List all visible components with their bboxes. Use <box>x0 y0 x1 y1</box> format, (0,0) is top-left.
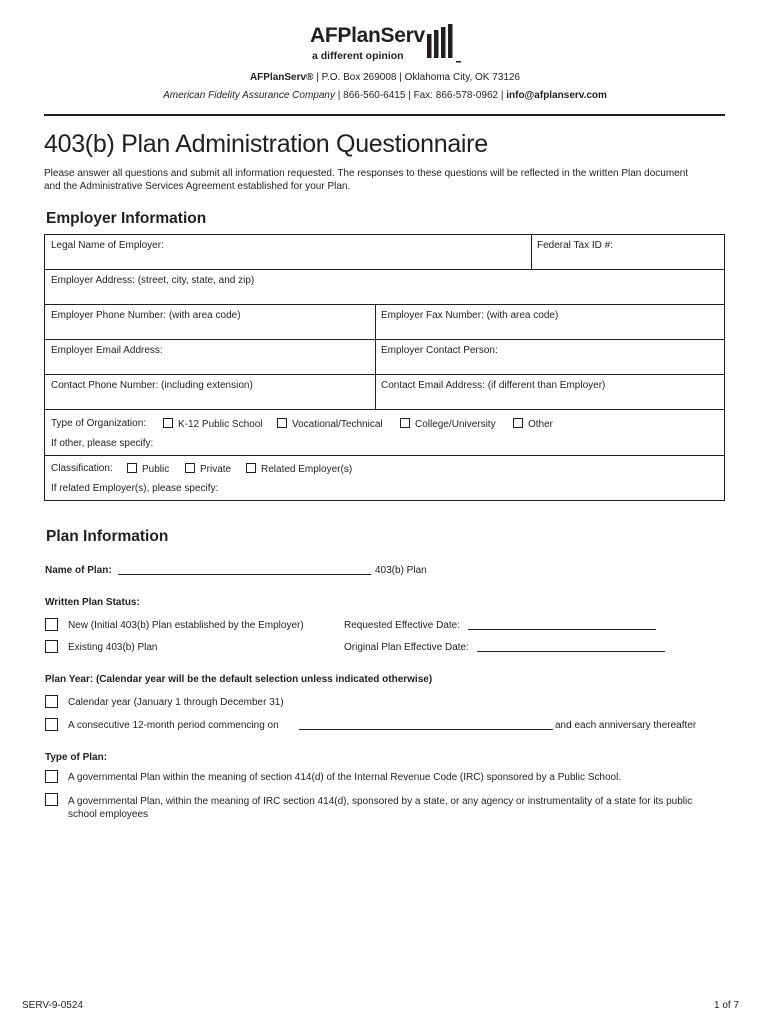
checkbox-icon[interactable] <box>513 418 523 428</box>
plan-year-heading: Plan Year: (Calendar year will be the default selection unless indicated otherwise) <box>45 674 433 685</box>
phone-field[interactable]: Employer Phone Number: (with area code) <box>51 310 241 321</box>
checkbox-icon[interactable] <box>277 418 287 428</box>
cell-divider <box>375 340 376 374</box>
address-field[interactable]: Employer Address: (street, city, state, and zip) <box>51 275 255 286</box>
year-consecutive-checkbox[interactable] <box>45 718 58 731</box>
employer-row-2 <box>44 269 725 305</box>
year-calendar-checkbox[interactable] <box>45 695 58 708</box>
org-type-label: Type of Organization: <box>51 418 147 429</box>
year-start-input[interactable] <box>299 729 553 730</box>
address-line-1: AFPlanServ® | P.O. Box 269008 | Oklahoma City, OK 73126 <box>249 72 521 83</box>
logo-bars-icon <box>426 24 462 64</box>
classification-label: Classification: <box>51 463 113 474</box>
plan-type-heading: Type of Plan: <box>45 752 108 763</box>
checkbox-icon[interactable] <box>246 463 256 473</box>
page-number: 1 of 7 <box>714 1000 740 1011</box>
plan-name-input[interactable] <box>118 574 371 575</box>
checkbox-icon[interactable] <box>400 418 410 428</box>
type-option-2-label: A governmental Plan, within the meaning of IRC section 414(d), sponsored by a state, or any agency or instrumentality of a state for its public school employees <box>68 796 693 820</box>
address-line-2: American Fidelity Assurance Company | 866-560-6415 | Fax: 866-578-0962 | info@afplanserv.com <box>163 90 607 101</box>
other-specify-field[interactable]: If other, please specify: <box>51 438 154 449</box>
status-existing-label: Existing 403(b) Plan <box>68 642 158 653</box>
employer-row-5 <box>44 374 725 410</box>
year-consecutive-label: A consecutive 12-month period commencing on <box>68 720 279 731</box>
email-field[interactable]: Employer Email Address: <box>51 345 163 356</box>
employer-heading: Employer Information <box>46 210 207 227</box>
cell-divider <box>375 305 376 339</box>
employer-row-3 <box>44 304 725 340</box>
logo-name: AFPlanServ <box>310 24 425 47</box>
original-date-input[interactable] <box>477 651 665 652</box>
year-anniversary-label: and each anniversary thereafter <box>555 720 697 731</box>
checkbox-icon[interactable] <box>185 463 195 473</box>
contact-email-field[interactable]: Contact Email Address: (if different than Employer) <box>381 380 606 391</box>
type-option-1-checkbox[interactable] <box>45 770 58 783</box>
class-option-related[interactable]: Related Employer(s) <box>246 463 352 475</box>
requested-date-label: Requested Effective Date: <box>344 620 460 631</box>
checkbox-icon[interactable] <box>127 463 137 473</box>
org-option-college[interactable]: College/University <box>400 418 496 430</box>
header-divider <box>44 114 725 116</box>
contact-email-link[interactable]: info@afplanserv.com <box>506 90 607 101</box>
status-new-checkbox[interactable] <box>45 618 58 631</box>
plan-heading: Plan Information <box>46 528 169 545</box>
intro-text: Please answer all questions and submit all information requested. The responses to these questions will be reflected in the written Plan document and the Administrative Services Agreement established for your Plan. <box>44 168 689 192</box>
cell-divider <box>375 375 376 409</box>
logo-tagline: a different opinion <box>312 50 404 62</box>
form-number: SERV-9-0524 <box>22 1000 83 1011</box>
fax-field[interactable]: Employer Fax Number: (with area code) <box>381 310 559 321</box>
org-option-vocational[interactable]: Vocational/Technical <box>277 418 383 430</box>
original-date-label: Original Plan Effective Date: <box>344 642 469 653</box>
year-calendar-label: Calendar year (January 1 through December 31) <box>68 697 284 708</box>
employer-row-4 <box>44 339 725 375</box>
cell-divider <box>531 235 532 269</box>
plan-name-suffix: 403(b) Plan <box>375 565 427 576</box>
contact-phone-field[interactable]: Contact Phone Number: (including extension) <box>51 380 253 391</box>
status-new-label: New (Initial 403(b) Plan established by the Employer) <box>68 620 304 631</box>
requested-date-input[interactable] <box>468 629 656 630</box>
related-specify-field[interactable]: If related Employer(s), please specify: <box>51 483 219 494</box>
legal-name-field[interactable]: Legal Name of Employer: <box>51 240 164 251</box>
plan-name-label: Name of Plan: <box>45 565 112 576</box>
class-option-public[interactable]: Public <box>127 463 169 475</box>
status-existing-checkbox[interactable] <box>45 640 58 653</box>
tax-id-field[interactable]: Federal Tax ID #: <box>537 240 613 251</box>
status-heading: Written Plan Status: <box>45 597 140 608</box>
checkbox-icon[interactable] <box>163 418 173 428</box>
page-title: 403(b) Plan Administration Questionnaire <box>44 130 488 158</box>
org-option-other[interactable]: Other <box>513 418 553 430</box>
class-option-private[interactable]: Private <box>185 463 231 475</box>
classification-row <box>44 455 725 501</box>
contact-person-field[interactable]: Employer Contact Person: <box>381 345 498 356</box>
org-option-k12[interactable]: K-12 Public School <box>163 418 263 430</box>
employer-row-1 <box>44 234 725 270</box>
org-type-row <box>44 409 725 456</box>
type-option-1-label: A governmental Plan within the meaning of section 414(d) of the Internal Revenue Code (IRC) sponsored by a Public School. <box>68 772 622 783</box>
type-option-2-checkbox[interactable] <box>45 793 58 806</box>
